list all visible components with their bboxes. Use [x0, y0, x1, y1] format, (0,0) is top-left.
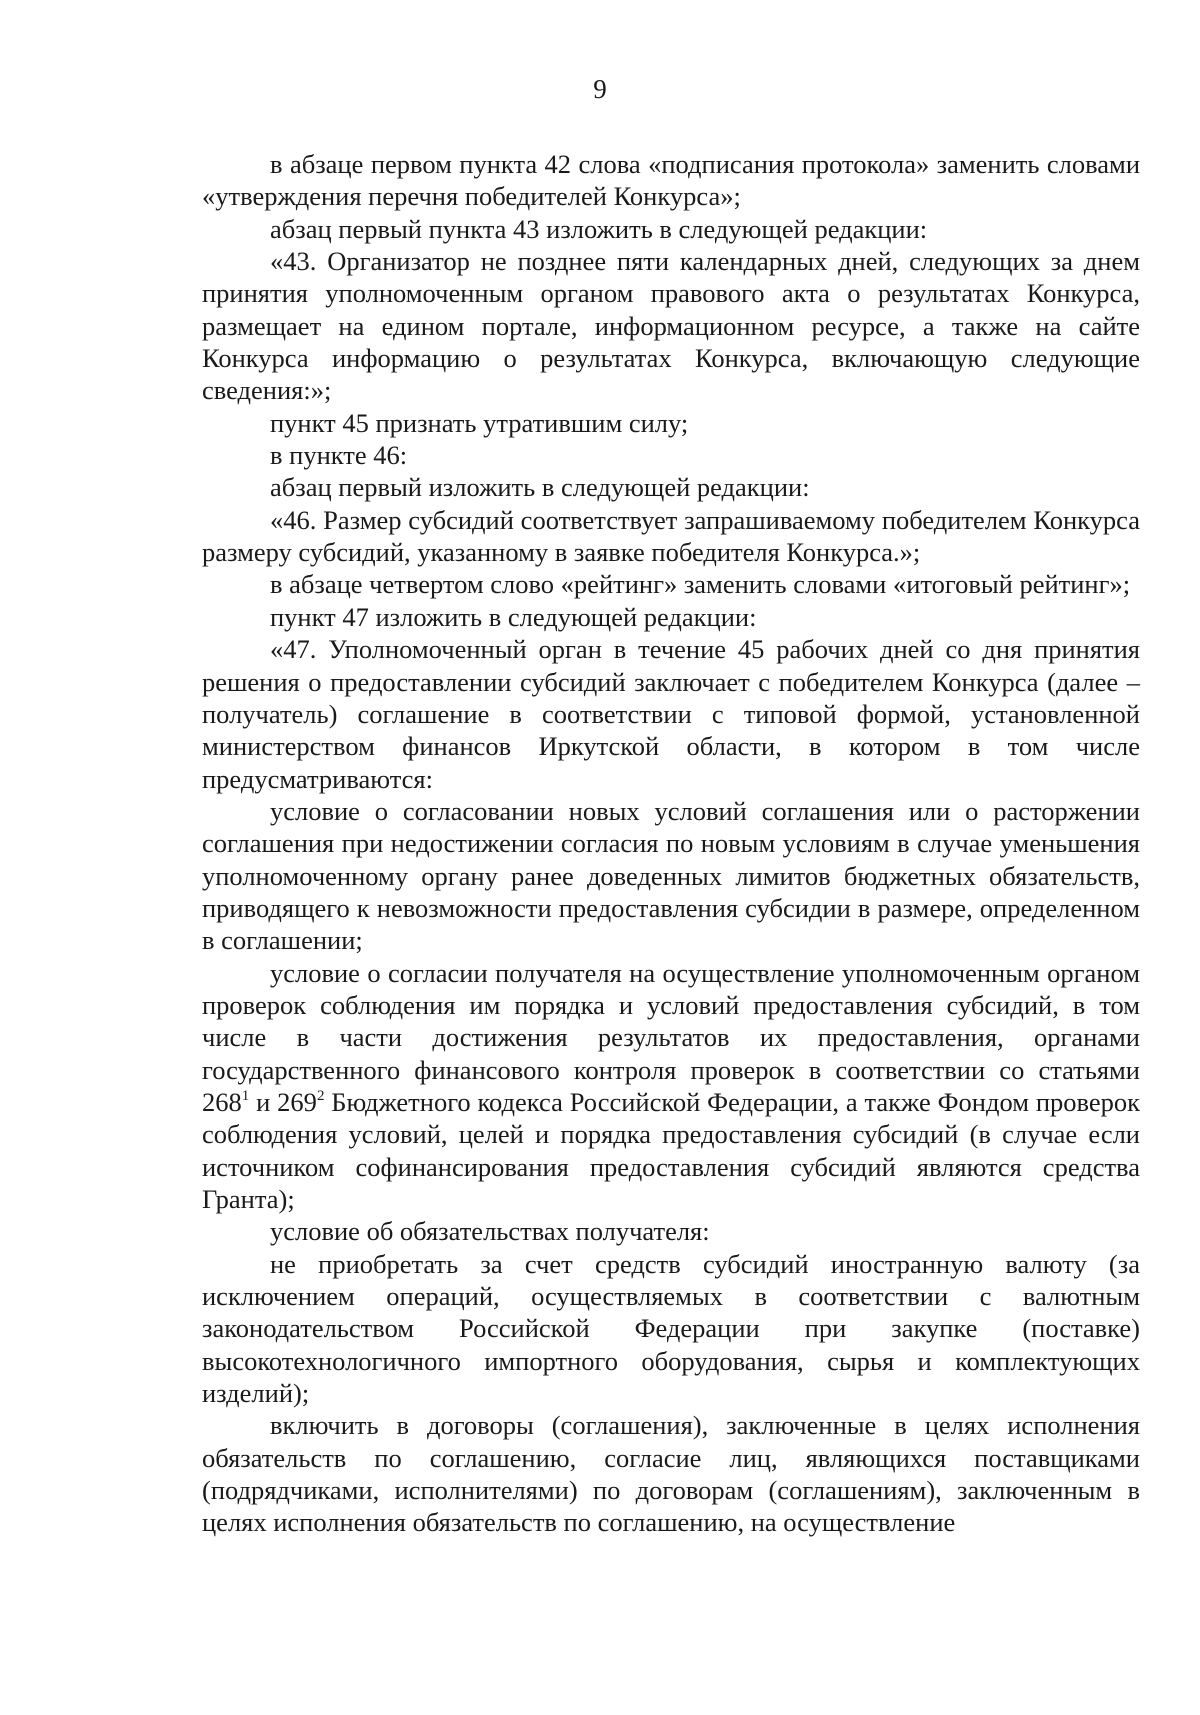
paragraph: «47. Уполномоченный орган в течение 45 рабочих дней со дня принятия решения о предоставлении субсидий заключает с победителем Конкурса (далее – получатель) соглашение в соответствии с типовой формой, установленной министерством финансов Иркутской области, в котором в том числе предусматриваются: — [202, 634, 1140, 794]
page-number: 9 — [593, 74, 607, 104]
paragraph: условие об обязательствах получателя: — [270, 1216, 710, 1247]
article-superscript: 1 — [241, 1087, 250, 1104]
paragraph: условие о согласовании новых условий соглашения или о расторжении соглашения при недостижении согласия по новым условиям в случае уменьшения уполномоченному органу ранее доведенных лимитов бюджетных обязательств, приводящего к невозможности предоставления субсидии в размере, определенном в соглашении; — [202, 795, 1140, 956]
paragraph: абзац первый пункта 43 изложить в следующей редакции: — [270, 213, 928, 244]
paragraph: не приобретать за счет средств субсидий иностранную валюту (за исключением операций, осуществляемых в соответствии с валютным законодательством Российской Федерации при закупке (поставке) высокотехнологичного импортного оборудования, сырья и комплектующих изделий); — [202, 1248, 1140, 1409]
text-fragment: и 269 — [249, 1086, 317, 1117]
paragraph: абзац первый изложить в следующей редакции: — [270, 472, 810, 503]
text-fragment: Бюджетного кодекса Российской Федерации, а также Фондом проверок соблюдения условий, целей и порядка предоставления субсидий (в случае если источником софинансирования предоставления субсидий являются средства Гранта); — [202, 1086, 1141, 1214]
paragraph: в абзаце первом пункта 42 слова «подписания протокола» заменить словами «утверждения перечня победителей Конкурса»; — [202, 149, 1140, 212]
paragraph: «46. Размер субсидий соответствует запрашиваемому победителем Конкурса размеру субсидий, указанному в заявке победителя Конкурса.»; — [202, 504, 1140, 568]
article-superscript: 2 — [316, 1087, 325, 1104]
paragraph: пункт 45 признать утратившим силу; — [270, 407, 689, 438]
paragraph: пункт 47 изложить в следующей редакции: — [270, 601, 757, 632]
paragraph: в абзаце четвертом слово «рейтинг» заменить словами «итоговый рейтинг»; — [270, 569, 1131, 600]
paragraph-control-conditions — [202, 957, 1140, 1216]
paragraph: включить в договоры (соглашения), заключенные в целях исполнения обязательств по соглашению, согласие лиц, являющихся поставщиками (подрядчиками, исполнителями) по договорам (соглашениям), заключенным в целях исполнения обязательств по соглашению, на осуществление — [202, 1410, 1140, 1538]
document-body — [202, 148, 1140, 1539]
paragraph: в пункте 46: — [270, 440, 408, 471]
paragraph: «43. Организатор не позднее пяти календарных дней, следующих за днем принятия уполномоченным органом правового акта о результатах Конкурса, размещает на едином портале, информационном ресурсе, а также на сайте Конкурса информацию о результатах Конкурса, включающую следующие сведения:»; — [202, 246, 1140, 406]
text-fragment: условие о согласии получателя на осуществление уполномоченным органом проверок соблюдения им порядка и условий предоставления субсидий, в том числе в части достижения результатов их предоставления, органами государственного финансового контроля проверок в соответствии со статьями 268 — [202, 957, 1140, 1117]
